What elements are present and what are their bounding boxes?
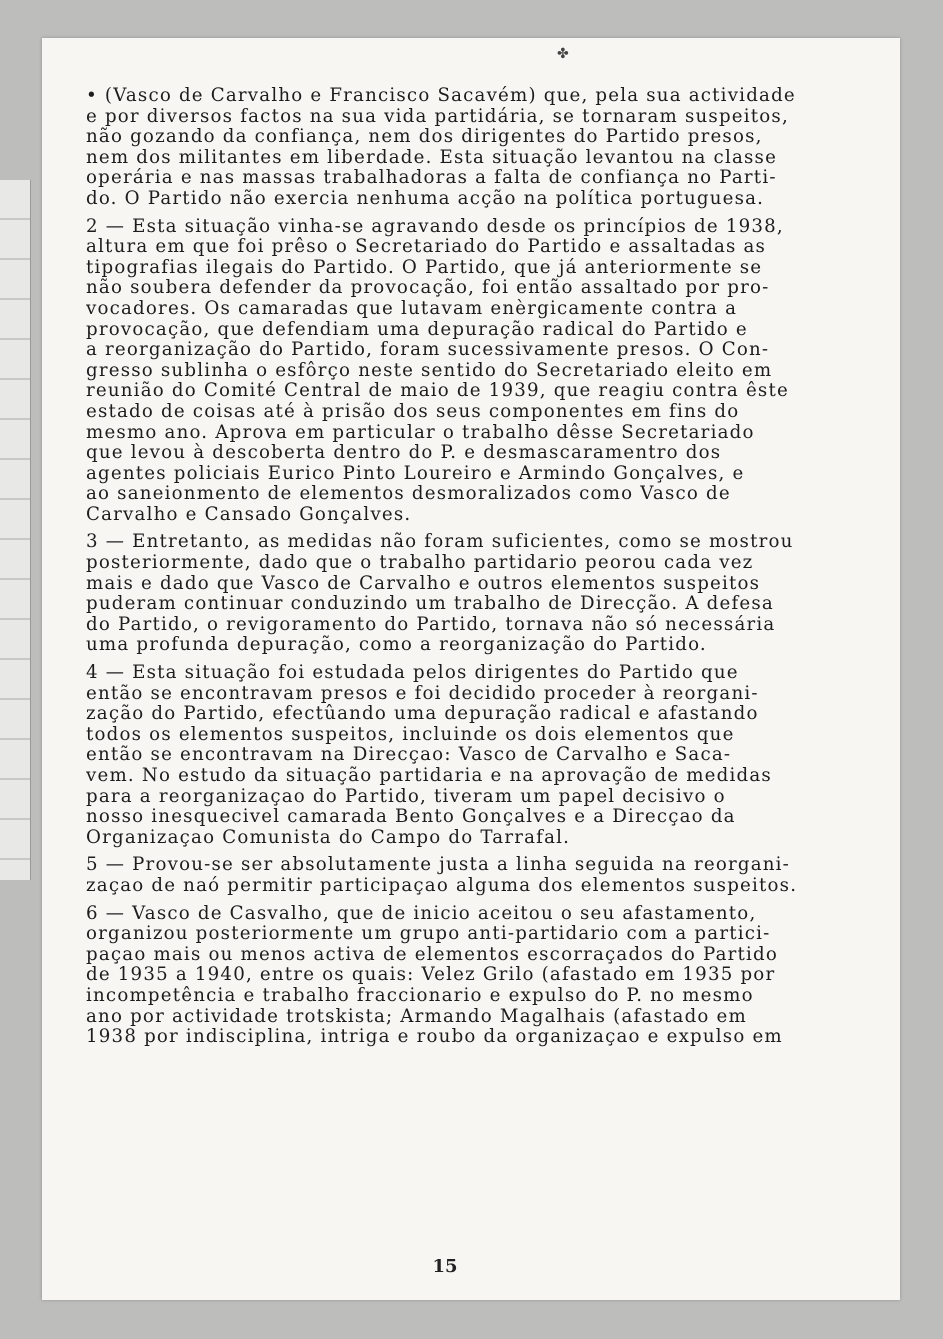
text-line: estado de coisas até à prisão dos seus componentes em fins do	[86, 401, 740, 422]
text-line: não soubera defender da provocação, foi então assaltado por pro-	[86, 278, 770, 299]
text-line: todos os elementos suspeitos, incluinde os dois elementos que	[86, 724, 735, 745]
scan-ruler	[0, 180, 31, 880]
page-number: 15	[432, 1256, 458, 1277]
text-line: do. O Partido não exercia nenhuma acção na política portuguesa.	[86, 188, 765, 209]
text-line: então se encontravam na Direcçao: Vasco de Carvalho e Saca-	[86, 745, 732, 766]
text-line: provocação, que defendiam uma depuração radical do Partido e	[86, 319, 748, 340]
text-line: reunião do Comité Central de maio de 1939, que reagiu contra êste	[86, 381, 789, 402]
text-line: 5 — Provou-se ser absolutamente justa a linha seguida na reorgani-	[86, 855, 791, 876]
text-line: operária e nas massas trabalhadoras a falta de confiança no Parti-	[86, 168, 777, 189]
text-line: ano por actividade trotskista; Armando Magalhais (afastado em	[86, 1006, 747, 1027]
text-line: de 1935 a 1940, entre os quais: Velez Grilo (afastado em 1935 por	[86, 965, 776, 986]
text-line: gresso sublinha o esfôrço neste sentido do Secretariado eleito em	[86, 360, 773, 381]
text-line: zação do Partido, efectûando uma depuração radical e afastando	[86, 704, 759, 725]
paragraph-5	[86, 855, 846, 896]
text-line: vem. No estudo da situação partidaria e na aprovação de medidas	[86, 766, 772, 786]
text-line: para a reorganizaçao do Partido, tiveram um papel decisivo o	[86, 786, 726, 807]
text-line: altura em que foi prêso o Secretariado do Partido e assaltadas as	[86, 237, 767, 258]
text-line: 1938 por indisciplina, intriga e roubo da organizaçao e expulso em	[86, 1027, 783, 1048]
text-line: nosso inesquecivel camarada Bento Gonçalves e a Direcçao da	[86, 807, 736, 828]
paragraph-4	[86, 663, 846, 848]
text-line: paçao mais ou menos activa de elementos escorraçados do Partido	[86, 944, 779, 965]
text-line: posteriormente, dado que o trabalho partidario peorou cada vez	[86, 553, 754, 574]
text-line: então se encontravam presos e foi decidido proceder à reorgani-	[86, 683, 759, 704]
paragraph-6	[86, 904, 846, 1048]
text-line: Carvalho e Cansado Gonçalves.	[86, 504, 412, 525]
paragraph-3	[86, 532, 846, 656]
top-mark: ✤	[557, 46, 569, 62]
text-line: e por diversos factos na sua vida partidária, se tornaram suspeitos,	[86, 106, 789, 127]
text-line: nem dos militantes em liberdade. Esta situação levantou na classe	[86, 147, 778, 168]
text-line: mesmo ano. Aprova em particular o trabalho dêsse Secretariado	[86, 422, 755, 443]
text-line: puderam continuar conduzindo um trabalho de Direcção. A defesa	[86, 594, 774, 615]
text-line: que levou à descoberta dentro do P. e desmascaramentro dos	[86, 443, 722, 464]
text-line: incompetência e trabalho fraccionario e expulso do P. no mesmo	[86, 985, 754, 1006]
body-text	[86, 86, 846, 1055]
text-line: 6 — Vasco de Casvalho, que de inicio aceitou o seu afastamento,	[86, 903, 757, 924]
paragraph-1	[86, 86, 846, 210]
text-line: 2 — Esta situação vinha-se agravando desde os princípios de 1938,	[86, 216, 784, 237]
text-line: ao saneionmento de elementos desmoralizados como Vasco de	[86, 484, 731, 505]
text-line: tipografias ilegais do Partido. O Partido, que já anteriormente se	[86, 257, 763, 278]
text-line: 3 — Entretanto, as medidas não foram suficientes, como se mostrou	[86, 532, 794, 553]
text-line: zaçao de naó permitir participaçao alguma dos elementos suspeitos.	[86, 875, 798, 896]
text-line: a reorganização do Partido, foram sucessivamente presos. O Con-	[86, 340, 770, 361]
text-line: do Partido, o revigoramento do Partido, tornava não só necessária	[86, 614, 776, 635]
text-line: Organizaçao Comunista do Campo do Tarrafal.	[86, 827, 571, 848]
text-line: vocadores. Os camaradas que lutavam enèrgicamente contra a	[86, 298, 738, 319]
text-line: mais e dado que Vasco de Carvalho e outros elementos suspeitos	[86, 573, 761, 594]
text-line: uma profunda depuração, como a reorganização do Partido.	[86, 635, 707, 656]
text-line: organizou posteriormente um grupo anti-partidario com a partici-	[86, 924, 771, 945]
text-line: não gozando da confiança, nem dos dirigentes do Partido presos,	[86, 127, 763, 148]
paragraph-2	[86, 217, 846, 526]
text-line: agentes policiais Eurico Pinto Loureiro e Armindo Gonçalves, e	[86, 463, 745, 484]
text-line: • (Vasco de Carvalho e Francisco Sacavém) que, pela sua actividade	[86, 86, 796, 106]
text-line: 4 — Esta situação foi estudada pelos dirigentes do Partido que	[86, 663, 739, 684]
document-page	[42, 38, 900, 1300]
